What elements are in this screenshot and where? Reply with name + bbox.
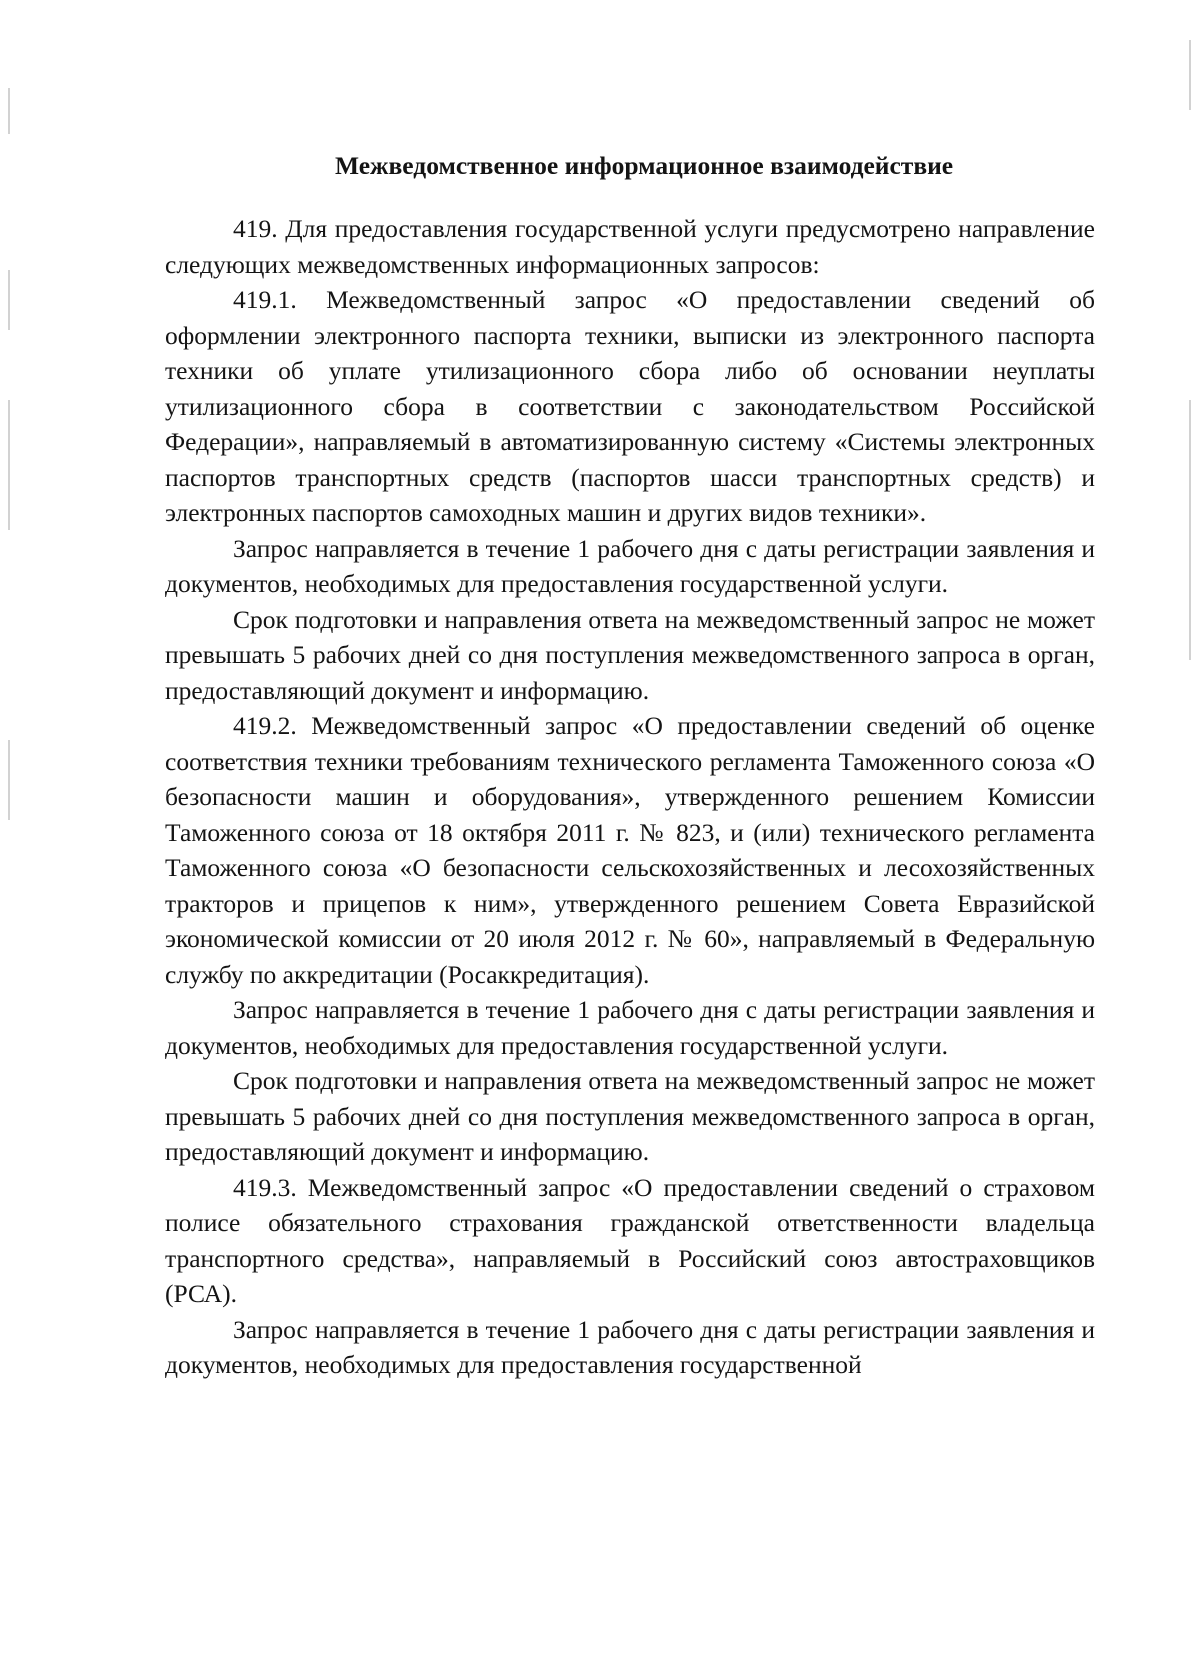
scan-edge-mark <box>8 88 10 134</box>
scan-edge-mark <box>8 270 10 330</box>
paragraph-request-deadline: Запрос направляется в течение 1 рабочего дня с даты регистрации заявления и документов, необходимых для предоставления государственной <box>165 1314 1095 1379</box>
paragraph-419-2: 419.2. Межведомственный запрос «О предоставлении сведений об оценке соответствия техники требованиям технического регламента Таможенного союза «О безопасности машин и оборудования», утвержденного решением Комиссии Таможенного союза от 18 октября 2011 г. № 823, и (или) технического регламента Таможенного союза «О безопасности сельскохозяйственных и лесохозяйственных тракторов и прицепов к ним», утвержденного решением Совета Евразийской экономической комиссии от 20 июля 2012 г. № 60», направляемый в Федеральную службу по аккредитации (Росаккредитация). <box>165 711 1095 989</box>
section-heading: Межведомственное информационное взаимодействие <box>335 151 954 180</box>
paragraph-response-deadline: Срок подготовки и направления ответа на межведомственный запрос не может превышать 5 рабочих дней со дня поступления межведомственного запроса в орган, предоставляющий документ и информацию. <box>165 1066 1095 1166</box>
document-body <box>165 148 1095 1383</box>
paragraph-419: 419. Для предоставления государственной услуги предусмотрено направление следующих межведомственных информационных запросов: <box>165 214 1095 279</box>
scan-edge-mark <box>8 740 10 820</box>
paragraph-419-1: 419.1. Межведомственный запрос «О предоставлении сведений об оформлении электронного паспорта техники, выписки из электронного паспорта техники об уплате утилизационного сбора либо об основании неуплаты утилизационного сбора в соответствии с законодательством Российской Федерации», направляемый в автоматизированную систему «Системы электронных паспортов транспортных средств (паспортов шасси транспортных средств) и электронных паспортов самоходных машин и других видов техники». <box>165 285 1095 527</box>
scan-edge-mark <box>1189 400 1191 660</box>
scan-edge-mark <box>1189 40 1191 110</box>
scan-edge-mark <box>8 400 10 530</box>
paragraph-response-deadline: Срок подготовки и направления ответа на межведомственный запрос не может превышать 5 рабочих дней со дня поступления межведомственного запроса в орган, предоставляющий документ и информацию. <box>165 604 1095 705</box>
paragraph-419-3: 419.3. Межведомственный запрос «О предоставлении сведений о страховом полисе обязательного страхования гражданской ответственности владельца транспортного средства», направляемый в Российский союз автостраховщиков (РСА). <box>165 1172 1095 1308</box>
paragraph-request-deadline: Запрос направляется в течение 1 рабочего дня с даты регистрации заявления и документов, необходимых для предоставления государственной услуги. <box>165 533 1095 598</box>
paragraph-request-deadline: Запрос направляется в течение 1 рабочего дня с даты регистрации заявления и документов, необходимых для предоставления государственной услуги. <box>165 995 1095 1060</box>
